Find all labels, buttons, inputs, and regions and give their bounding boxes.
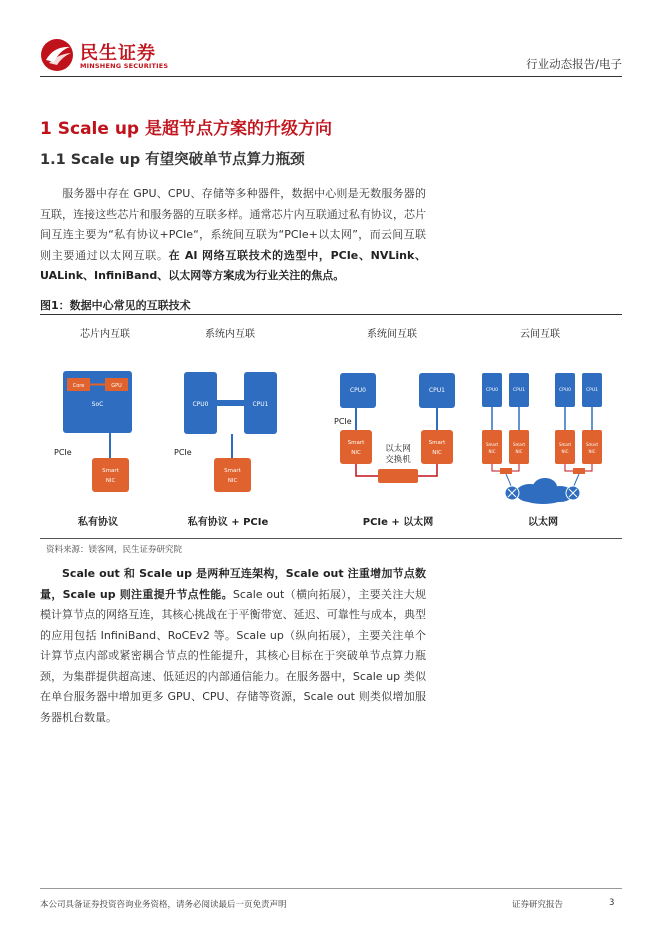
nic-label: NIC: [561, 449, 569, 454]
core-label: Core: [72, 383, 85, 389]
figure-title: 图1：数据中心常见的互联技术: [40, 299, 191, 312]
smart-nic-box: [482, 430, 502, 464]
subsection-heading: 1.1 Scale up 有望突破单节点算力瓶颈: [40, 152, 305, 168]
cpu0-label: CPU0: [485, 388, 499, 393]
smart-nic-box: [92, 458, 129, 492]
panel-heading: 系统内互联: [205, 329, 255, 340]
nic-label: NIC: [351, 450, 361, 456]
panel-chip-internal: [54, 371, 132, 492]
report-type: 行业动态报告/电子: [526, 57, 622, 71]
smart-label: Smart: [347, 440, 365, 446]
switch-label-line1: 以太网: [385, 444, 411, 454]
smart-nic-box: [555, 430, 575, 464]
nic-label: NIC: [488, 449, 496, 454]
cpu0-label: CPU0: [192, 401, 209, 408]
switch-small: [500, 468, 512, 474]
pcie-label: PCIe: [334, 417, 352, 426]
smart-nic-box: [509, 430, 529, 464]
paragraph-bold: 在 AI 网络互联技术的选型中，PCIe、NVLink、UALink、InfiniBand、以太网等方案成为行业关注的焦点。: [40, 248, 426, 282]
paragraph-bold: Scale out 和 Scale up 是两种互连架构，Scale out 注重增加节点数量，Scale up 则注重提升节点性能。: [40, 567, 426, 601]
soc-label: SoC: [91, 401, 104, 408]
page-header: [40, 36, 622, 77]
nic-label: NIC: [105, 478, 116, 484]
smart-label: Smart: [485, 442, 499, 447]
panel-cloud: [482, 373, 602, 504]
nic-label: NIC: [515, 449, 523, 454]
ethernet-switch: [378, 469, 418, 483]
cpu1-label: CPU1: [252, 401, 269, 408]
logo-text-cn: 民生证券: [80, 43, 156, 64]
cpu1-label: CPU1: [512, 388, 526, 393]
figure-source: 资料来源：镁客网，民生证券研究院: [46, 545, 183, 555]
panel-caption: 私有协议: [78, 517, 118, 528]
panel-caption: 以太网: [528, 517, 558, 528]
smart-nic-box: [214, 458, 251, 492]
cpu1-label: CPU1: [428, 387, 446, 394]
panel-heading: 云间互联: [520, 329, 560, 340]
logo-text-en: MINSHENG SECURITIES: [80, 62, 169, 70]
panel-caption: PCIe + 以太网: [362, 517, 434, 528]
nic-label: NIC: [227, 478, 238, 484]
paragraph-text: 服务器中存在 GPU、CPU、存储等多种器件，数据中心则是无数服务器的互联，连接这些芯片和服务器的互联多样。通常芯片内互联通过私有协议，芯片间互连主要为“私有协议+PCIe“，系统间互联为“PCIe+以太网”，而云间互联则主要通过以太网互联。: [40, 187, 426, 262]
panel-heading: 芯片内互联: [80, 329, 130, 340]
footer-disclaimer: 本公司具备证券投资咨询业务资格，请务必阅读最后一页免责声明: [40, 900, 287, 910]
nic-label: NIC: [432, 450, 442, 456]
switch-small: [573, 468, 585, 474]
smart-label: Smart: [102, 468, 119, 474]
interconnect-figure: [40, 318, 622, 536]
paragraph-text: Scale out（横向拓展），主要关注大规模计算节点的网络互连，其核心挑战在于平衡带宽、延迟、可靠性与成本，典型的应用包括 InfiniBand、RoCEv2 等。Scale up（纵向拓展），主要关注单个计算节点内部或紧密耦合节点的性能提升，其核心目标在于突破单节点算力瓶颈，为集群提供超高速、低延迟的内部通信能力。在服务器中，Scale up 类似在单台服务器中增加更多 GPU、CPU、存储等资源，Scale out 则类似增加服务器机台数量。: [40, 587, 426, 724]
panel-heading: 系统间互联: [367, 329, 417, 340]
page-number: 3: [609, 898, 615, 908]
nic-label: NIC: [588, 449, 596, 454]
smart-nic-box: [421, 430, 453, 464]
cpu0-label: CPU0: [558, 388, 572, 393]
panel-system-internal: [174, 372, 277, 492]
pcie-label: PCIe: [54, 448, 72, 457]
footer-rule: [40, 888, 622, 889]
smart-label: Smart: [428, 440, 446, 446]
paragraph-scale: [40, 564, 426, 728]
smart-label: Smart: [512, 442, 526, 447]
panel-between-systems: [334, 373, 455, 483]
cpu1-label: CPU1: [585, 388, 599, 393]
smart-nic-box: [340, 430, 372, 464]
figure-rule-bottom: [40, 538, 622, 539]
panel-caption: 私有协议 + PCIe: [187, 517, 269, 528]
paragraph-interconnect: [40, 184, 426, 287]
cpu0-label: CPU0: [349, 387, 367, 394]
section-heading: 1 Scale up 是超节点方案的升级方向: [40, 119, 333, 139]
smart-label: Smart: [558, 442, 572, 447]
minsheng-logo: [40, 38, 170, 72]
smart-label: Smart: [585, 442, 599, 447]
smart-label: Smart: [224, 468, 241, 474]
footer-report-label: 证券研究报告: [512, 900, 564, 910]
logo-mark-icon: [40, 38, 76, 72]
smart-nic-box: [582, 430, 602, 464]
gpu-label: GPU: [111, 383, 122, 389]
figure-rule-top: [40, 314, 622, 315]
switch-label-line2: 交换机: [385, 455, 411, 465]
cloud-icon: [516, 478, 573, 504]
pcie-label: PCIe: [174, 448, 192, 457]
